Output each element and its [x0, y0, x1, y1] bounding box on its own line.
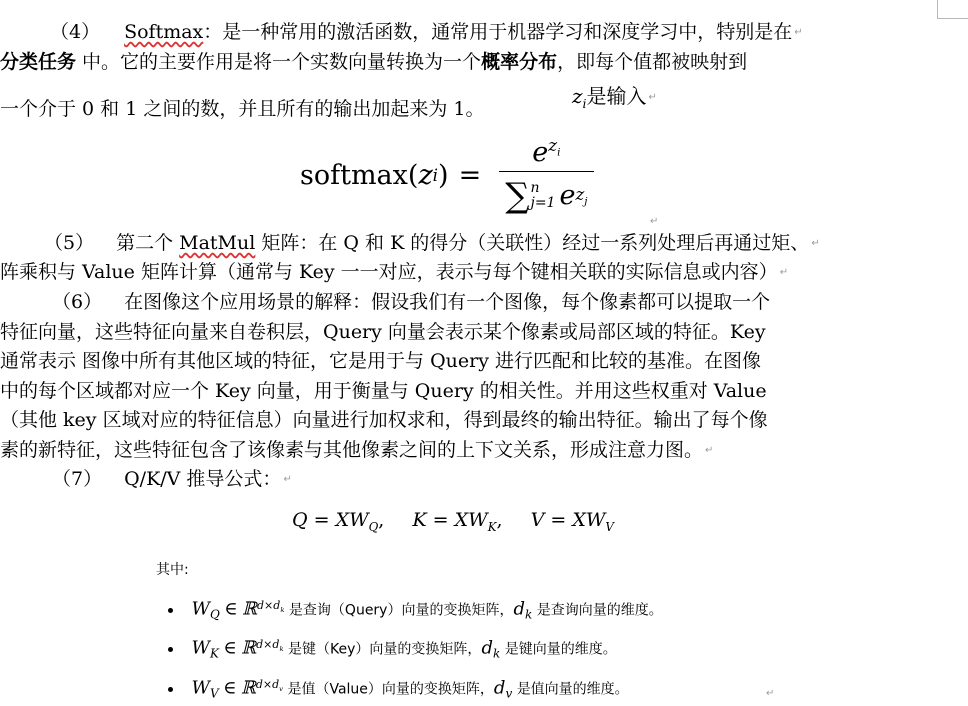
para4-text2b: ，即每个值都被映射到 — [557, 51, 748, 73]
bullet-space: ℝ — [241, 637, 257, 659]
where-label: 其中: — [156, 562, 189, 578]
bullet-sym-sub: V — [209, 686, 219, 701]
return-mark: ↵ — [705, 445, 714, 456]
zi-note-sub: i — [582, 96, 587, 111]
bullet-sym: W — [191, 598, 210, 620]
para5-line2 — [0, 260, 788, 284]
bullet-sym-sub: Q — [209, 607, 220, 622]
num-base: e — [532, 136, 549, 168]
zi-note — [572, 84, 657, 111]
bullet-dim: d×d — [256, 638, 280, 651]
softmax-fraction — [499, 135, 593, 216]
para6-line6 — [0, 438, 713, 462]
bullet-wk — [168, 632, 617, 661]
bullet-in: ∈ — [223, 637, 237, 659]
para6-text3: 通常表示 图像中所有其他区域的特征，它是用于与 Query 进行匹配和比较的基准。在图像 — [0, 350, 761, 372]
bullet-space: ℝ — [240, 677, 256, 699]
para6-text5: （其他 key 区域对应的特征信息）向量进行加权求和，得到最终的输出特征。输出了每个像 — [0, 409, 768, 431]
bullet-text-b: 是键向量的维度。 — [504, 641, 617, 658]
para6-text4: 中的每个区域都对应一个 Key 向量，用于衡量与 Query 的相关性。并用这些权重对 Value — [0, 380, 767, 402]
para6-text6: 素的新特征，这些特征包含了该像素与其他像素之间的上下文关系，形成注意力图。 — [0, 439, 704, 461]
bullet-text-a: 是键（Key）向量的变换矩阵， — [288, 641, 482, 658]
para6-line1 — [52, 290, 770, 314]
return-mark: ↵ — [648, 91, 657, 103]
page-corner-marker — [937, 0, 968, 19]
return-mark: ↵ — [766, 688, 775, 699]
zi-note-text: 是输入 — [586, 84, 647, 108]
softmax-equals: = — [458, 159, 482, 191]
k-eq: K = XW — [412, 509, 488, 531]
bullet-dim-sub: v — [279, 685, 284, 694]
return-mark: ↵ — [650, 216, 659, 227]
bullet-sym: W — [191, 637, 210, 659]
bullet-text-b: 是值向量的维度。 — [516, 681, 629, 698]
sep: , — [378, 509, 385, 531]
bullet-wv — [168, 672, 629, 701]
para4-text2a: 中。它的主要作用是将一个实数向量转换为一个 — [76, 51, 482, 73]
para5-text1b: 矩阵：在 Q 和 K 的得分（关联性）经过一系列处理后再通过矩、 — [255, 232, 810, 254]
para4-text3: 一个介于 0 和 1 之间的数，并且所有的输出加起来为 1。 — [0, 98, 485, 120]
return-mark: ↵ — [794, 27, 803, 38]
para6-line4 — [0, 379, 767, 403]
para4-line2 — [0, 50, 747, 74]
return-mark: ↵ — [283, 474, 292, 485]
v-eq: V = XW — [530, 509, 606, 531]
bullet-d: d — [481, 637, 493, 659]
qkv-formula — [292, 509, 614, 534]
q-eq-sub: Q — [368, 519, 379, 534]
num-exp: z — [548, 134, 558, 155]
k-eq-sub: K — [487, 519, 497, 534]
softmax-term: Softmax — [124, 21, 204, 43]
bullet-in: ∈ — [224, 598, 238, 620]
para4-line1 — [50, 20, 803, 44]
v-eq-sub: V — [605, 519, 614, 534]
para5-line1 — [44, 231, 820, 255]
para7-number: （7） — [52, 468, 103, 490]
bullet-d: d — [493, 677, 506, 699]
bold-classification: 分类任务 — [0, 51, 77, 73]
bullet-dim: d×d — [257, 599, 281, 612]
den-exp: z — [575, 183, 585, 204]
return-mark: ↵ — [811, 238, 820, 249]
bullet-in: ∈ — [223, 677, 237, 699]
bullet-sym-sub: K — [209, 646, 219, 661]
bullet-dot — [168, 687, 173, 692]
return-mark: ↵ — [779, 267, 789, 278]
bullet-d-sub: k — [525, 607, 533, 622]
softmax-lhs-name: softmax — [300, 159, 408, 191]
q-eq: Q = XW — [292, 509, 369, 531]
sum-lower: j=1 — [530, 194, 556, 211]
bullet-d-sub: v — [505, 686, 513, 701]
bullet-text-a: 是值（Value）向量的变换矩阵， — [287, 681, 494, 698]
den-exp-sub: j — [584, 195, 588, 208]
zi-note-var: z — [572, 84, 583, 108]
softmax-lhs-sub: i — [432, 165, 439, 185]
bullet-d-sub: k — [492, 646, 501, 661]
sum-upper: n — [530, 179, 540, 196]
softmax-denominator — [499, 171, 593, 216]
para6-line5 — [0, 408, 768, 432]
para4-number: （4） — [50, 21, 101, 43]
sum-symbol: ∑ — [505, 175, 530, 216]
sep: , — [496, 509, 503, 531]
bullet-sym: W — [191, 677, 210, 699]
sum-limits — [530, 181, 555, 211]
para6-text2: 特征向量，这些特征向量来自卷积层，Query 向量会表示某个像素或局部区域的特征。Key — [0, 321, 766, 343]
bullet-space: ℝ — [242, 598, 258, 620]
para6-text1: 在图像这个应用场景的解释：假设我们有一个图像，每个像素都可以提取一个 — [124, 291, 771, 313]
softmax-formula: softmax ( z i ) = $e^{z_i}$ ∑ n j=1 e $z_j$ — [300, 136, 594, 214]
para6-number: （6） — [52, 291, 103, 313]
para4-line3 — [0, 97, 484, 121]
para4-text1: ：是一种常用的激活函数，通常用于机器学习和深度学习中，特别是在 — [203, 21, 793, 43]
bold-probability: 概率分布 — [481, 51, 558, 73]
para7-line — [52, 467, 292, 491]
bullet-wq — [168, 593, 663, 622]
bullet-dot — [168, 647, 173, 652]
bullet-d: d — [513, 598, 525, 620]
den-base: e — [559, 180, 576, 211]
para5-text1a: 第二个 — [116, 232, 180, 254]
bullet-dot — [168, 608, 173, 613]
bullet-dim-sub: k — [279, 645, 284, 654]
bullet-text-a: 是查询（Query）向量的变换矩阵， — [288, 602, 514, 619]
softmax-numerator — [526, 135, 566, 171]
para5-number: （5） — [44, 232, 95, 254]
num-exp-sub: i — [557, 145, 561, 158]
matmul-term: MatMul — [179, 232, 256, 254]
softmax-lhs-var: z — [418, 159, 433, 191]
bullet-text-b: 是查询向量的维度。 — [536, 602, 663, 619]
para5-text2: 阵乘积与 Value 矩阵计算（通常与 Key 一一对应，表示与每个键相关联的实际信息或内容） — [0, 261, 778, 283]
para7-text: Q/K/V 推导公式： — [124, 468, 282, 490]
para6-line2 — [0, 320, 766, 344]
bullet-dim-sub: k — [280, 606, 285, 615]
para6-line3 — [0, 349, 761, 373]
bullet-dim: d×d — [255, 678, 280, 691]
